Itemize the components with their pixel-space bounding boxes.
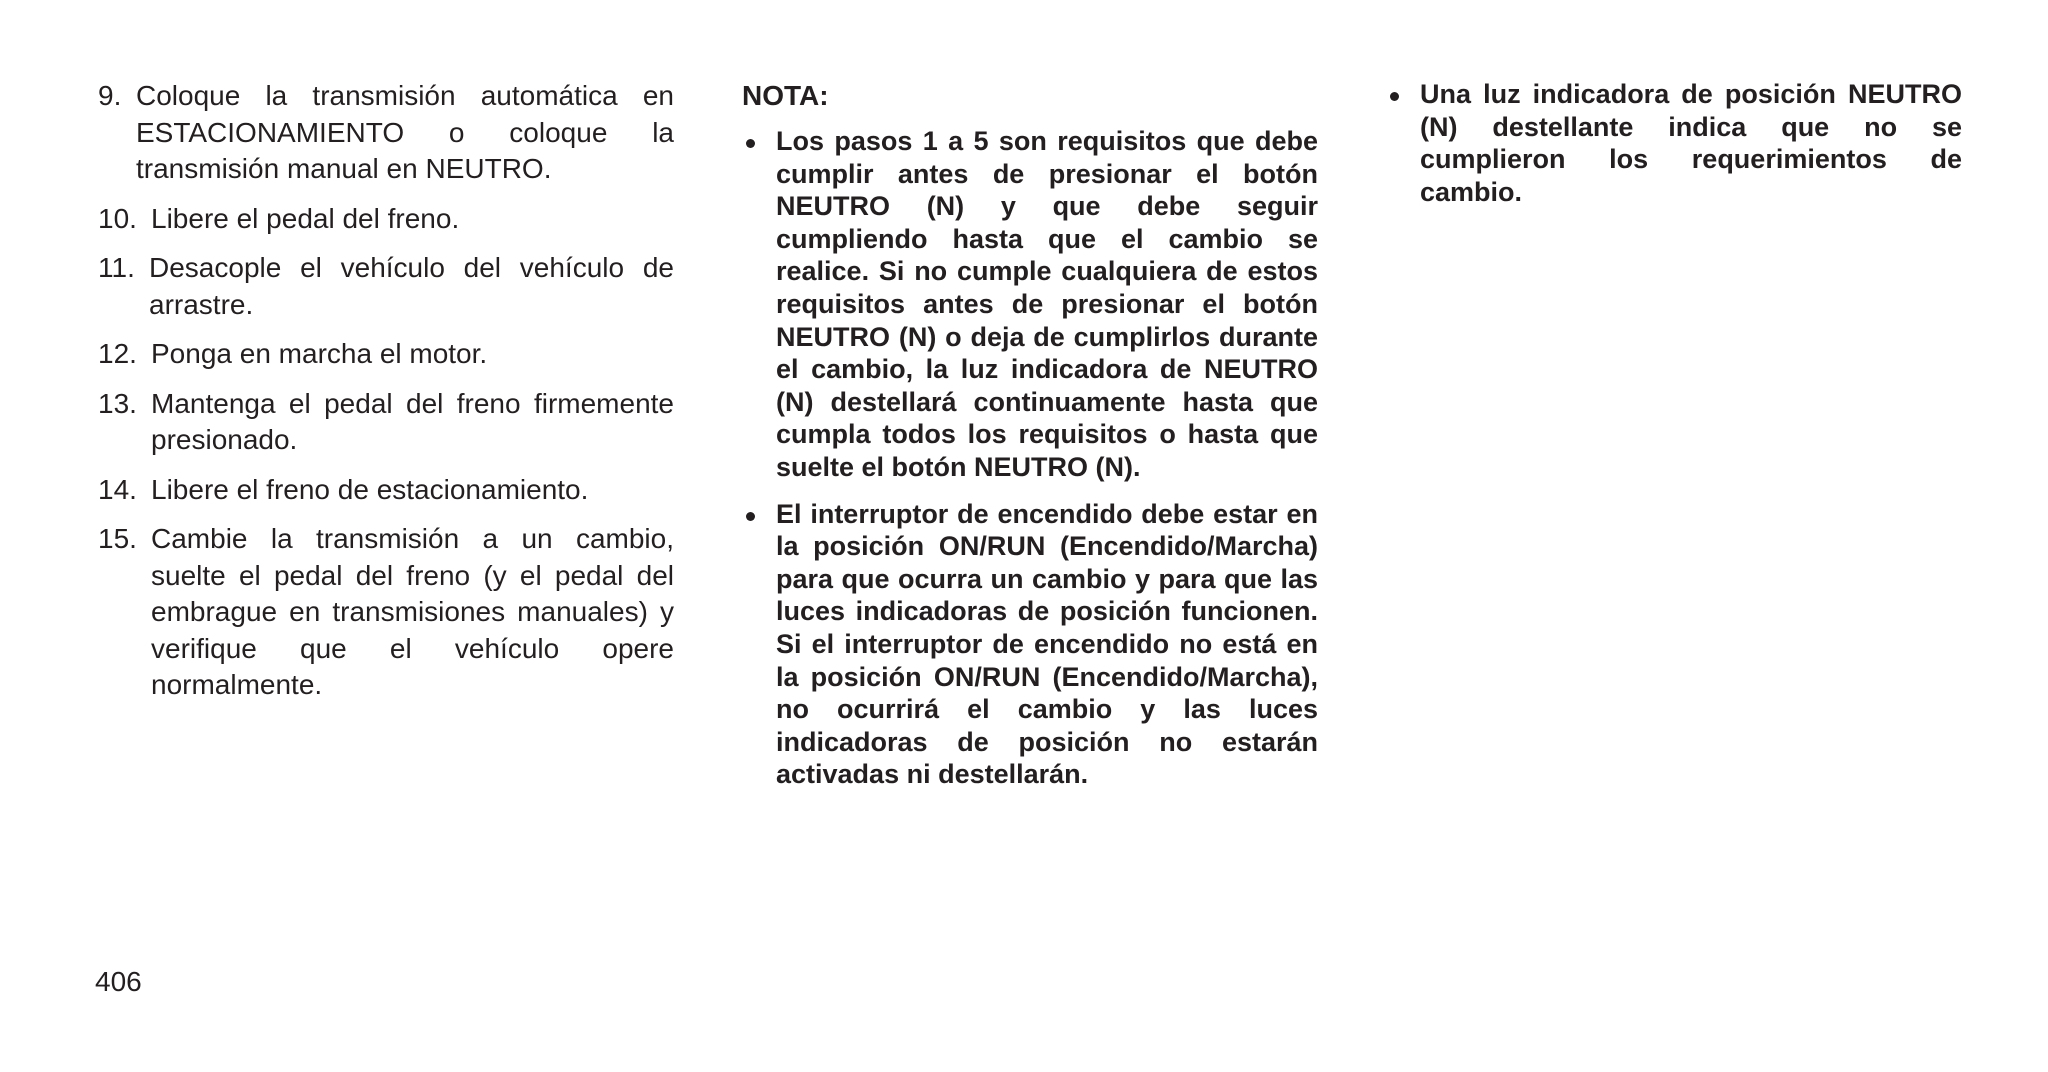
step-item xyxy=(98,386,674,459)
note-bullet-item xyxy=(1386,78,1962,208)
note-bullet-item xyxy=(742,498,1318,791)
note-column xyxy=(742,78,1318,805)
procedure-steps-column xyxy=(98,78,674,717)
note-bullet-item xyxy=(742,125,1318,484)
bullet-dot-icon xyxy=(1390,92,1399,101)
step-text: Cambie la transmisión a un cambio, suelte el pedal del freno (y el pedal del embrague en transmisiones manuales) y verifique que el vehículo opere normalmente. xyxy=(151,523,674,700)
step-text: Coloque la transmisión automática en ESTACIONAMIENTO o coloque la transmisión manual en NEUTRO. xyxy=(136,80,674,184)
note-bullet-text: Una luz indicadora de posición NEUTRO (N) destellante indica que no se cumplieron los requerimientos de cambio. xyxy=(1420,79,1962,207)
step-number: 10. xyxy=(98,202,137,234)
step-item xyxy=(98,336,674,373)
step-text: Libere el freno de estacionamiento. xyxy=(151,473,589,505)
step-number: 11. xyxy=(98,252,135,283)
note-bullet-text: El interruptor de encendido debe estar en la posición ON/RUN (Encendido/Marcha) para que ocurra un cambio y para que las luces indicadoras de posición funcionen. Si el interruptor de encendido no está en la posición ON/RUN (Encendido/Marcha), no ocurrirá el cambio y las luces indicadoras de posición no estarán activadas ni destellarán. xyxy=(776,498,1318,790)
step-number: 14. xyxy=(98,473,137,505)
note-bullet-text: Los pasos 1 a 5 son requisitos que debe cumplir antes de presionar el botón NEUTRO (N) y que debe seguir cumpliendo hasta que el cambio se realice. Si no cumple cualquiera de estos requisitos antes de presionar el botón NEUTRO (N) o deja de cumplirlos durante el cambio, la luz indicadora de NEUTRO (N) destellará continuamente hasta que cumpla todos los requisitos o hasta que suelte el botón NEUTRO (N). xyxy=(776,126,1318,482)
step-item xyxy=(98,250,674,323)
step-number: 13. xyxy=(98,387,137,419)
step-number: 9. xyxy=(98,80,122,111)
bullet-dot-icon xyxy=(746,512,755,521)
bullet-dot-icon xyxy=(746,139,755,148)
note-label: NOTA: xyxy=(742,80,829,111)
step-item xyxy=(98,521,674,704)
step-text: Libere el pedal del freno. xyxy=(151,202,460,234)
step-item xyxy=(98,78,674,188)
step-item xyxy=(98,472,674,509)
note-continued-column xyxy=(1386,78,1962,222)
step-number: 12. xyxy=(98,338,137,369)
step-number: 15. xyxy=(98,523,137,554)
step-text: Mantenga el pedal del freno firmemente presionado. xyxy=(151,387,674,455)
page-number: 406 xyxy=(95,966,142,997)
step-text: Ponga en marcha el motor. xyxy=(151,338,488,369)
step-item xyxy=(98,201,674,238)
step-text: Desacople el vehículo del vehículo de arrastre. xyxy=(149,252,674,320)
